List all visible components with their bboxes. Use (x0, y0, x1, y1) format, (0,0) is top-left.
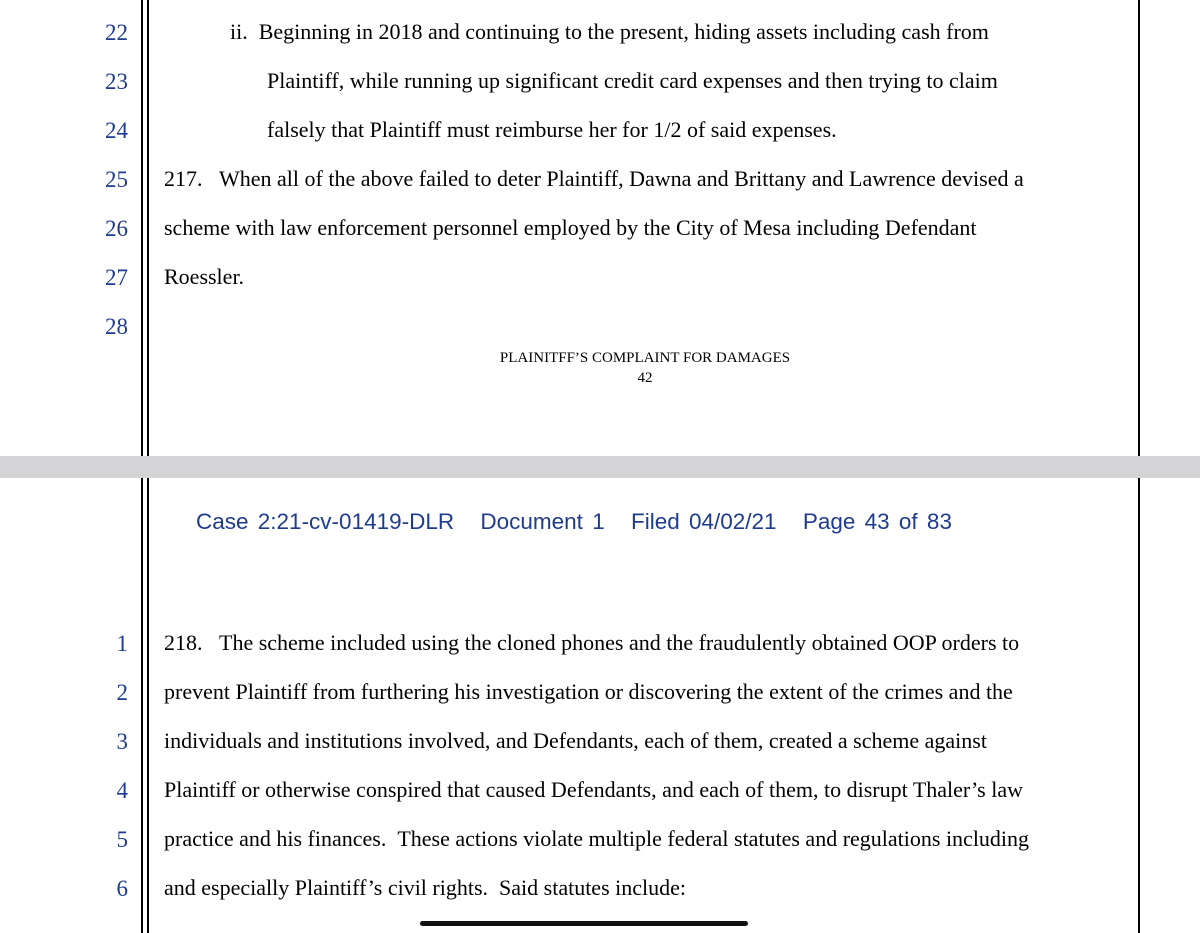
document-page-42[interactable] (0, 0, 1200, 456)
page-separator (0, 456, 1200, 478)
margin-rule-left-inner (147, 478, 149, 933)
line-number: 1 (116, 631, 128, 656)
margin-rule-right (1138, 0, 1140, 456)
pleading-line: individuals and institutions involved, and Defendants, each of them, created a scheme against (164, 728, 987, 753)
line-number: 26 (105, 216, 128, 241)
margin-rule-left-outer (141, 478, 143, 933)
line-number: 4 (116, 778, 128, 803)
pleading-line: ii. Beginning in 2018 and continuing to the present, hiding assets including cash from (230, 19, 989, 44)
pleading-line: Plaintiff, while running up significant credit card expenses and then trying to claim (267, 68, 998, 93)
line-number: 28 (105, 314, 128, 339)
line-number: 2 (116, 680, 128, 705)
pleading-line: and especially Plaintiff’s civil rights. Said statutes include: (164, 875, 686, 900)
line-number: 3 (116, 729, 128, 754)
pleading-line: Plaintiff or otherwise conspired that caused Defendants, and each of them, to disrupt Thaler’s law (164, 777, 1023, 802)
document-number: Document 1 (480, 509, 605, 534)
pleading-line: scheme with law enforcement personnel employed by the City of Mesa including Defendant (164, 215, 977, 240)
line-number: 6 (116, 876, 128, 901)
page-footer-title: PLAINITFF’S COMPLAINT FOR DAMAGES (499, 350, 791, 366)
page-footer-number: 42 (637, 370, 653, 386)
filed-date: Filed 04/02/21 (630, 509, 777, 534)
pleading-line: prevent Plaintiff from furthering his investigation or discovering the extent of the crimes and the (164, 679, 1013, 704)
document-page-43[interactable] (0, 478, 1200, 933)
horizontal-scrollbar-thumb[interactable] (420, 921, 748, 926)
case-number: Case 2:21-cv-01419-DLR (196, 509, 455, 534)
line-number: 24 (105, 118, 128, 143)
pleading-line: falsely that Plaintiff must reimburse her for 1/2 of said expenses. (267, 117, 837, 142)
page-count: Page 43 of 83 (802, 509, 952, 534)
line-number: 22 (105, 20, 128, 45)
margin-rule-left-inner (147, 0, 149, 456)
margin-rule-left-outer (141, 0, 143, 456)
pleading-line: Roessler. (164, 264, 245, 289)
pleading-line: 217. When all of the above failed to deter Plaintiff, Dawna and Brittany and Lawrence devised a (164, 166, 1024, 191)
line-number: 27 (105, 265, 128, 290)
line-number: 23 (105, 69, 128, 94)
margin-rule-right (1138, 478, 1140, 933)
pleading-line: 218. The scheme included using the cloned phones and the fraudulently obtained OOP orders to (164, 630, 1020, 655)
line-number: 25 (105, 167, 128, 192)
pleading-line: practice and his finances. These actions violate multiple federal statutes and regulations including (164, 826, 1030, 851)
case-header (196, 509, 969, 535)
line-number: 5 (116, 827, 128, 852)
